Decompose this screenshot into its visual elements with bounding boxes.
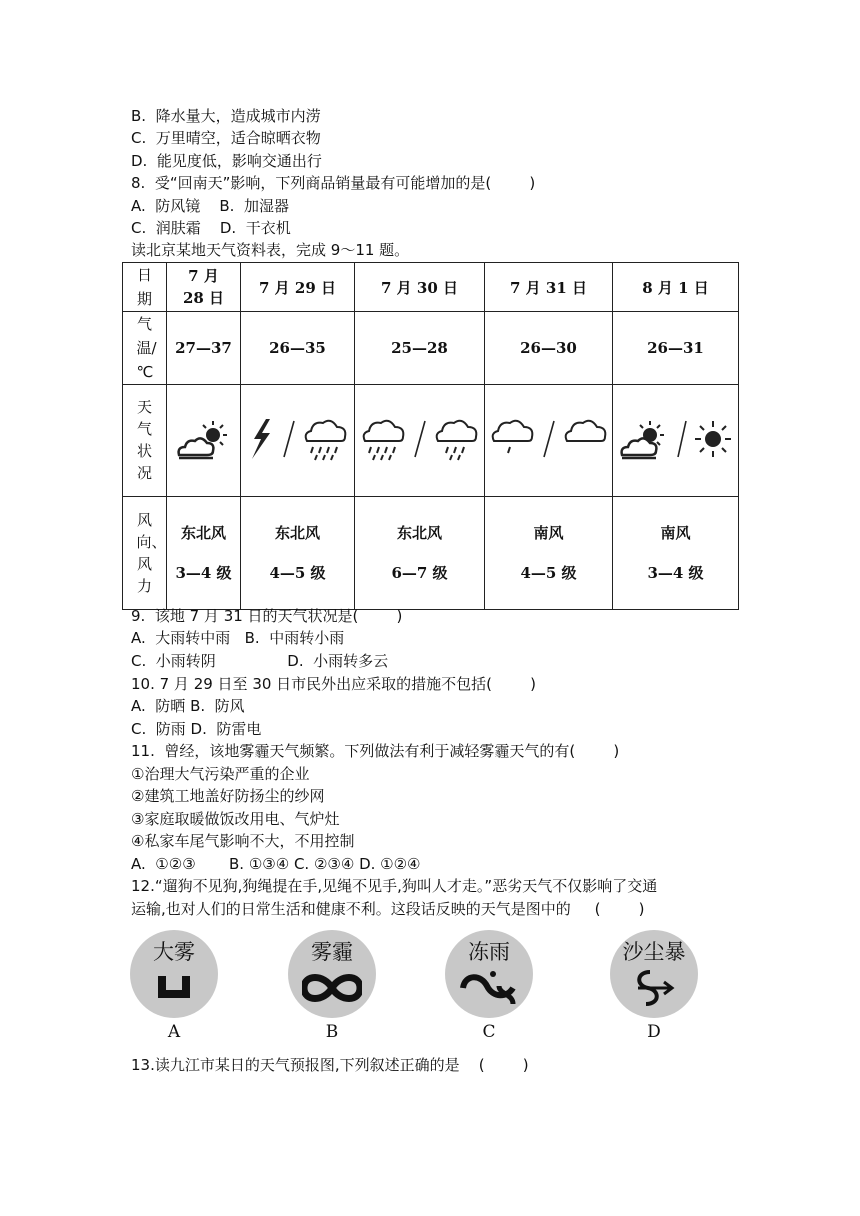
question-9: 9. 该地 7 月 31 日的天气状况是( ) (131, 607, 403, 625)
weather-cell (167, 385, 241, 497)
moderate-rain-icon (432, 417, 480, 461)
date-cell: 7 月 29 日 (241, 263, 355, 312)
question-10-options-cd: C. 防雨 D. 防雷电 (131, 720, 262, 738)
weather-cell (485, 385, 613, 497)
temp-cell: 26—31 (613, 312, 739, 385)
row-date (123, 263, 739, 312)
question-13: 13.读九江市某日的天气预报图,下列叙述正确的是 ( ) (131, 1056, 529, 1074)
symbol-letter-d: D (647, 1022, 661, 1042)
symbol-letter-a: A (167, 1022, 181, 1042)
wind-cell: 东北风 4—5 级 (241, 497, 355, 610)
date-cell: 7 月 28 日 (167, 263, 241, 312)
question-12-line-1: 12.“遛狗不见狗,狗绳提在手,见绳不见手,狗叫人才走。”恶劣天气不仅影响了交通 (131, 877, 658, 895)
option-b: B. 降水量大，造成城市内涝 (131, 107, 321, 125)
question-9-options-cd: C. 小雨转阴 D. 小雨转多云 (131, 652, 389, 670)
row-weather (123, 385, 739, 497)
temp-cell: 26—30 (485, 312, 613, 385)
slash-separator-icon (413, 417, 427, 461)
wind-cell: 南风 3—4 级 (613, 497, 739, 610)
option-d: D. 能见度低，影响交通出行 (131, 152, 322, 170)
haze-symbol-icon (302, 964, 362, 1014)
wind-cell: 南风 4—5 级 (485, 497, 613, 610)
symbol-sandstorm: 沙尘暴 (610, 930, 698, 1018)
sun-icon (693, 417, 733, 461)
weather-cell (613, 385, 739, 497)
heavy-rain-icon (359, 417, 407, 461)
question-11-item-1: ①治理大气污染严重的企业 (131, 765, 310, 783)
symbol-letter-c: C (482, 1022, 496, 1042)
fog-symbol-icon (144, 964, 204, 1014)
symbol-fog: 大雾 (130, 930, 218, 1018)
row-header-weather: 天气状况 (123, 385, 167, 497)
question-10: 10. 7 月 29 日至 30 日市民外出应采取的措施不包括( ) (131, 675, 537, 693)
slash-separator-icon (676, 417, 688, 461)
overcast-icon (561, 417, 609, 461)
wind-cell: 东北风 3—4 级 (167, 497, 241, 610)
row-header-date: 日期 (123, 263, 167, 312)
cloud-sun-icon (618, 417, 670, 461)
temp-cell: 27—37 (167, 312, 241, 385)
date-cell: 8 月 1 日 (613, 263, 739, 312)
cloud-sun-icon (173, 417, 235, 461)
question-8-options-ab: A. 防风镜 B. 加湿器 (131, 197, 289, 215)
question-11-item-2: ②建筑工地盖好防扬尘的纱网 (131, 787, 325, 805)
symbol-letter-b: B (325, 1022, 339, 1042)
slash-separator-icon (282, 417, 296, 461)
option-c: C. 万里晴空，适合晾晒衣物 (131, 129, 321, 147)
row-header-wind: 风向、风力 (123, 497, 167, 610)
question-9-options-ab: A. 大雨转中雨 B. 中雨转小雨 (131, 629, 345, 647)
question-11-item-4: ④私家车尾气影响不大，不用控制 (131, 832, 355, 850)
thunder-icon (246, 417, 276, 461)
row-temperature (123, 312, 739, 385)
freezing-rain-symbol-icon (459, 964, 519, 1014)
question-10-options-ab: A. 防晒 B. 防风 (131, 697, 245, 715)
weather-table (122, 262, 739, 610)
sandstorm-symbol-icon (624, 964, 684, 1014)
row-wind (123, 497, 739, 610)
symbol-haze: 雾霾 (288, 930, 376, 1018)
wind-cell: 东北风 6—7 级 (355, 497, 485, 610)
symbol-freezing-rain: 冻雨 (445, 930, 533, 1018)
weather-cell (355, 385, 485, 497)
table-intro: 读北京某地天气资料表，完成 9～11 题。 (131, 241, 410, 259)
question-8: 8. 受“回南天”影响，下列商品销量最有可能增加的是( ) (131, 174, 536, 192)
slash-separator-icon (542, 417, 556, 461)
heavy-rain-icon (301, 417, 349, 461)
question-12-line-2: 运输,也对人们的日常生活和健康不利。这段话反映的天气是图中的 ( ) (131, 900, 645, 918)
date-cell: 7 月 31 日 (485, 263, 613, 312)
temp-cell: 26—35 (241, 312, 355, 385)
question-8-options-cd: C. 润肤霜 D. 干衣机 (131, 219, 291, 237)
row-header-temperature: 气温/℃ (123, 312, 167, 385)
light-rain-icon (488, 417, 536, 461)
date-cell: 7 月 30 日 (355, 263, 485, 312)
temp-cell: 25—28 (355, 312, 485, 385)
question-11-options: A. ①②③ B. ①③④ C. ②③④ D. ①②④ (131, 855, 421, 873)
weather-cell (241, 385, 355, 497)
question-11-item-3: ③家庭取暖做饭改用电、气炉灶 (131, 810, 340, 828)
question-11: 11. 曾经，该地雾霾天气频繁。下列做法有利于减轻雾霾天气的有( ) (131, 742, 620, 760)
